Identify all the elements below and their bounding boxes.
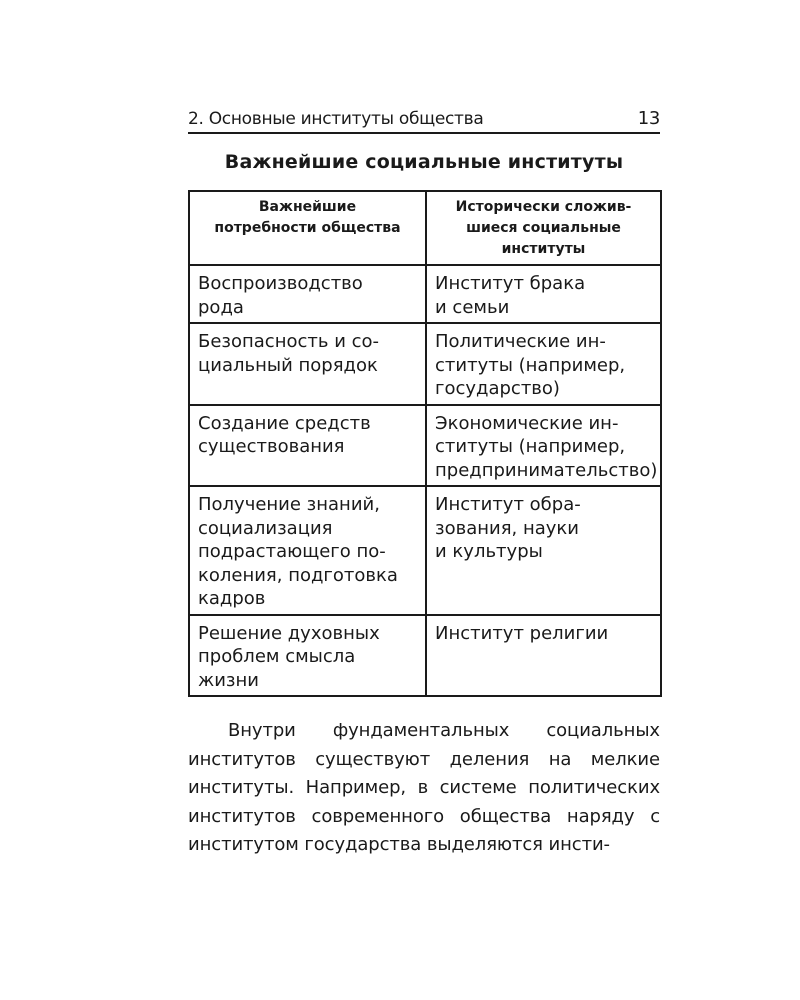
book-page [188, 108, 660, 878]
table-row [189, 405, 661, 487]
need-cell: Воспроизводство рода [189, 265, 426, 323]
institute-cell: Институт религии [426, 615, 661, 697]
table-row [189, 323, 661, 405]
table-row [189, 486, 661, 615]
need-cell: Получение знаний, социализация подрастающего по- коления, подготовка кадров [189, 486, 426, 615]
table-title: Важнейшие социальные институты [224, 151, 624, 173]
column-header-needs: Важнейшие потребности общества [189, 191, 426, 265]
need-cell: Решение духовных проблем смысла жизни [189, 615, 426, 697]
table-header-row [189, 191, 661, 265]
institute-cell: Институт брака и семьи [426, 265, 661, 323]
chapter-title: 2. Основные институты общества [188, 109, 484, 129]
running-header [188, 108, 660, 134]
body-paragraph: Внутри фундаментальных социальных институтов существуют деления на мелкие институты. Например, в системе политических институтов современного общества наряду с институтом государства выделяются инсти- [188, 720, 660, 855]
institute-cell: Политические ин- ституты (например, государство) [426, 323, 661, 405]
social-institutes-table [188, 190, 662, 697]
column-header-institutes: Исторически сложив- шиеся социальные институты [426, 191, 661, 265]
institute-cell: Экономические ин- ституты (например, предпринимательство) [426, 405, 661, 487]
need-cell: Создание средств существования [189, 405, 426, 487]
page-number: 13 [637, 108, 660, 129]
table-row [189, 265, 661, 323]
institute-cell: Институт обра- зования, науки и культуры [426, 486, 661, 615]
need-cell: Безопасность и со- циальный порядок [189, 323, 426, 405]
table-row [189, 615, 661, 697]
